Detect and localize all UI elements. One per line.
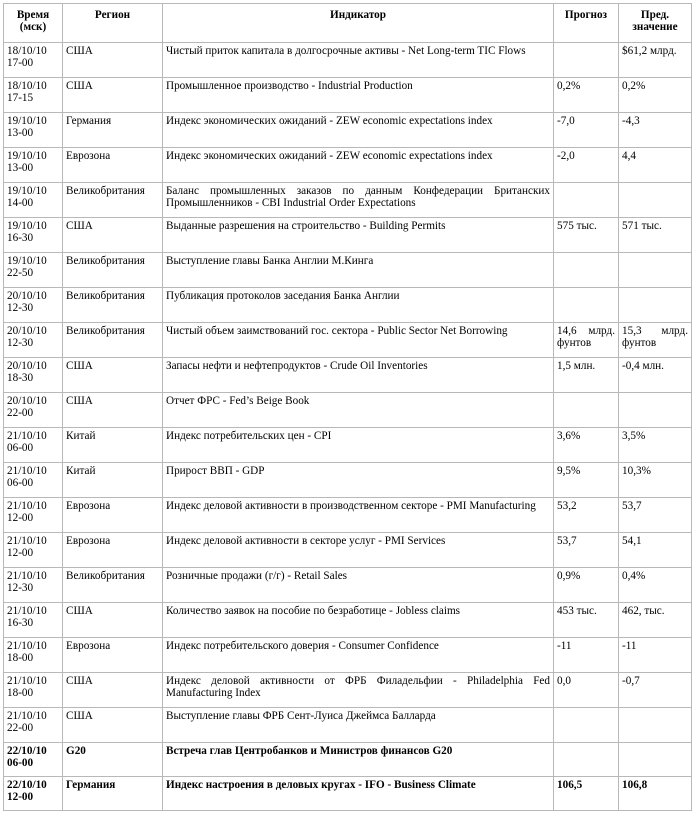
cell-forecast: 53,2 [554, 498, 619, 533]
table-row [4, 148, 692, 183]
cell-indicator: Чистый объем заимствований гос. сектора - Public Sector Net Borrowing [163, 323, 554, 358]
cell-previous: 462, тыс. [619, 603, 692, 638]
table-row-highlighted [4, 777, 692, 811]
cell-time: 20/10/10 12-30 [4, 288, 63, 323]
table-row [4, 183, 692, 218]
cell-indicator: Встреча глав Центробанков и Министров финансов G20 [163, 743, 554, 777]
cell-previous: 10,3% [619, 463, 692, 498]
cell-region: США [63, 218, 163, 253]
cell-time: 20/10/10 22-00 [4, 393, 63, 428]
cell-time: 22/10/10 06-00 [4, 743, 63, 777]
cell-region: США [63, 393, 163, 428]
cell-time: 18/10/10 17-00 [4, 43, 63, 78]
cell-forecast: -2,0 [554, 148, 619, 183]
table-row [4, 323, 692, 358]
cell-previous: -4,3 [619, 113, 692, 148]
cell-time: 21/10/10 16-30 [4, 603, 63, 638]
cell-time: 21/10/10 18-00 [4, 673, 63, 708]
cell-previous: 106,8 [619, 777, 692, 811]
cell-previous: $61,2 млрд. [619, 43, 692, 78]
cell-time: 21/10/10 22-00 [4, 708, 63, 743]
cell-forecast [554, 253, 619, 288]
cell-forecast [554, 393, 619, 428]
cell-forecast [554, 708, 619, 743]
cell-time: 19/10/10 13-00 [4, 148, 63, 183]
cell-indicator: Индекс деловой активности от ФРБ Филадельфии - Philadelphia Fed Manufacturing Index [163, 673, 554, 708]
cell-indicator: Индекс деловой активности в секторе услуг - PMI Services [163, 533, 554, 568]
header-time: Время (мск) [4, 4, 63, 43]
cell-forecast: 9,5% [554, 463, 619, 498]
cell-region: Китай [63, 463, 163, 498]
cell-previous [619, 183, 692, 218]
cell-previous [619, 288, 692, 323]
cell-region: Еврозона [63, 148, 163, 183]
cell-region: США [63, 708, 163, 743]
cell-region: Великобритания [63, 183, 163, 218]
cell-region: Еврозона [63, 533, 163, 568]
cell-previous: 0,2% [619, 78, 692, 113]
cell-indicator: Баланс промышленных заказов по данным Конфедерации Британских Промышленников - CBI Industrial Order Expectations [163, 183, 554, 218]
cell-indicator: Индекс деловой активности в производственном секторе - PMI Manufacturing [163, 498, 554, 533]
cell-forecast: 0,0 [554, 673, 619, 708]
cell-indicator: Публикация протоколов заседания Банка Англии [163, 288, 554, 323]
cell-time: 21/10/10 18-00 [4, 638, 63, 673]
cell-forecast [554, 288, 619, 323]
table-row [4, 113, 692, 148]
cell-forecast [554, 743, 619, 777]
cell-region: G20 [63, 743, 163, 777]
cell-indicator: Отчет ФРС - Fed’s Beige Book [163, 393, 554, 428]
table-row-highlighted [4, 743, 692, 777]
header-previous: Пред. значение [619, 4, 692, 43]
cell-time: 19/10/10 13-00 [4, 113, 63, 148]
cell-indicator: Выступление главы ФРБ Сент-Луиса Джеймса Балларда [163, 708, 554, 743]
cell-indicator: Запасы нефти и нефтепродуктов - Crude Oil Inventories [163, 358, 554, 393]
cell-time: 18/10/10 17-15 [4, 78, 63, 113]
cell-forecast: 0,9% [554, 568, 619, 603]
table-row [4, 428, 692, 463]
cell-indicator: Индекс потребительских цен - CPI [163, 428, 554, 463]
cell-indicator: Чистый приток капитала в долгосрочные активы - Net Long-term TIC Flows [163, 43, 554, 78]
cell-region: Еврозона [63, 638, 163, 673]
table-row [4, 708, 692, 743]
table-row [4, 498, 692, 533]
cell-region: Китай [63, 428, 163, 463]
cell-previous: 4,4 [619, 148, 692, 183]
cell-region: Великобритания [63, 568, 163, 603]
cell-forecast [554, 43, 619, 78]
cell-time: 21/10/10 12-00 [4, 498, 63, 533]
cell-region: США [63, 78, 163, 113]
cell-indicator: Индекс экономических ожиданий - ZEW economic expectations index [163, 148, 554, 183]
table-row [4, 253, 692, 288]
cell-previous: 15,3 млрд. фунтов [619, 323, 692, 358]
table-row [4, 393, 692, 428]
cell-region: Великобритания [63, 323, 163, 358]
cell-time: 20/10/10 12-30 [4, 323, 63, 358]
header-region: Регион [63, 4, 163, 43]
cell-time: 21/10/10 12-00 [4, 533, 63, 568]
header-forecast: Прогноз [554, 4, 619, 43]
cell-indicator: Выданные разрешения на строительство - Building Permits [163, 218, 554, 253]
cell-region: США [63, 603, 163, 638]
cell-region: США [63, 673, 163, 708]
cell-forecast: -11 [554, 638, 619, 673]
cell-region: Германия [63, 777, 163, 811]
table-row [4, 568, 692, 603]
cell-indicator: Индекс потребительского доверия - Consumer Confidence [163, 638, 554, 673]
table-row [4, 78, 692, 113]
cell-indicator: Количество заявок на пособие по безработице - Jobless claims [163, 603, 554, 638]
cell-region: США [63, 43, 163, 78]
cell-previous: -11 [619, 638, 692, 673]
cell-indicator: Промышленное производство - Industrial Production [163, 78, 554, 113]
cell-time: 22/10/10 12-00 [4, 777, 63, 811]
table-row [4, 533, 692, 568]
cell-indicator: Выступление главы Банка Англии М.Кинга [163, 253, 554, 288]
cell-previous: 53,7 [619, 498, 692, 533]
table-row [4, 358, 692, 393]
cell-previous: -0,4 млн. [619, 358, 692, 393]
cell-time: 21/10/10 12-30 [4, 568, 63, 603]
cell-previous: 571 тыс. [619, 218, 692, 253]
cell-forecast: 14,6 млрд. фунтов [554, 323, 619, 358]
cell-indicator: Индекс экономических ожиданий - ZEW economic expectations index [163, 113, 554, 148]
cell-previous [619, 743, 692, 777]
cell-previous: 3,5% [619, 428, 692, 463]
table-row [4, 603, 692, 638]
cell-previous [619, 253, 692, 288]
cell-previous: 0,4% [619, 568, 692, 603]
cell-indicator: Прирост ВВП - GDP [163, 463, 554, 498]
cell-region: США [63, 358, 163, 393]
table-row [4, 463, 692, 498]
cell-time: 19/10/10 16-30 [4, 218, 63, 253]
cell-time: 19/10/10 14-00 [4, 183, 63, 218]
table-row [4, 218, 692, 253]
cell-forecast: 0,2% [554, 78, 619, 113]
cell-forecast: -7,0 [554, 113, 619, 148]
cell-indicator: Индекс настроения в деловых кругах - IFO - Business Climate [163, 777, 554, 811]
cell-previous [619, 708, 692, 743]
table-row [4, 288, 692, 323]
cell-previous: 54,1 [619, 533, 692, 568]
economic-calendar-table [3, 3, 692, 811]
cell-region: Великобритания [63, 288, 163, 323]
cell-time: 20/10/10 18-30 [4, 358, 63, 393]
cell-region: Германия [63, 113, 163, 148]
cell-forecast: 106,5 [554, 777, 619, 811]
cell-indicator: Розничные продажи (г/г) - Retail Sales [163, 568, 554, 603]
cell-previous [619, 393, 692, 428]
cell-time: 19/10/10 22-50 [4, 253, 63, 288]
cell-forecast [554, 183, 619, 218]
cell-time: 21/10/10 06-00 [4, 463, 63, 498]
table-row [4, 673, 692, 708]
table-row [4, 638, 692, 673]
cell-region: Еврозона [63, 498, 163, 533]
cell-forecast: 3,6% [554, 428, 619, 463]
cell-time: 21/10/10 06-00 [4, 428, 63, 463]
header-row [4, 4, 692, 43]
cell-forecast: 1,5 млн. [554, 358, 619, 393]
cell-forecast: 53,7 [554, 533, 619, 568]
cell-forecast: 575 тыс. [554, 218, 619, 253]
cell-previous: -0,7 [619, 673, 692, 708]
header-indicator: Индикатор [163, 4, 554, 43]
cell-region: Великобритания [63, 253, 163, 288]
table-row [4, 43, 692, 78]
cell-forecast: 453 тыс. [554, 603, 619, 638]
